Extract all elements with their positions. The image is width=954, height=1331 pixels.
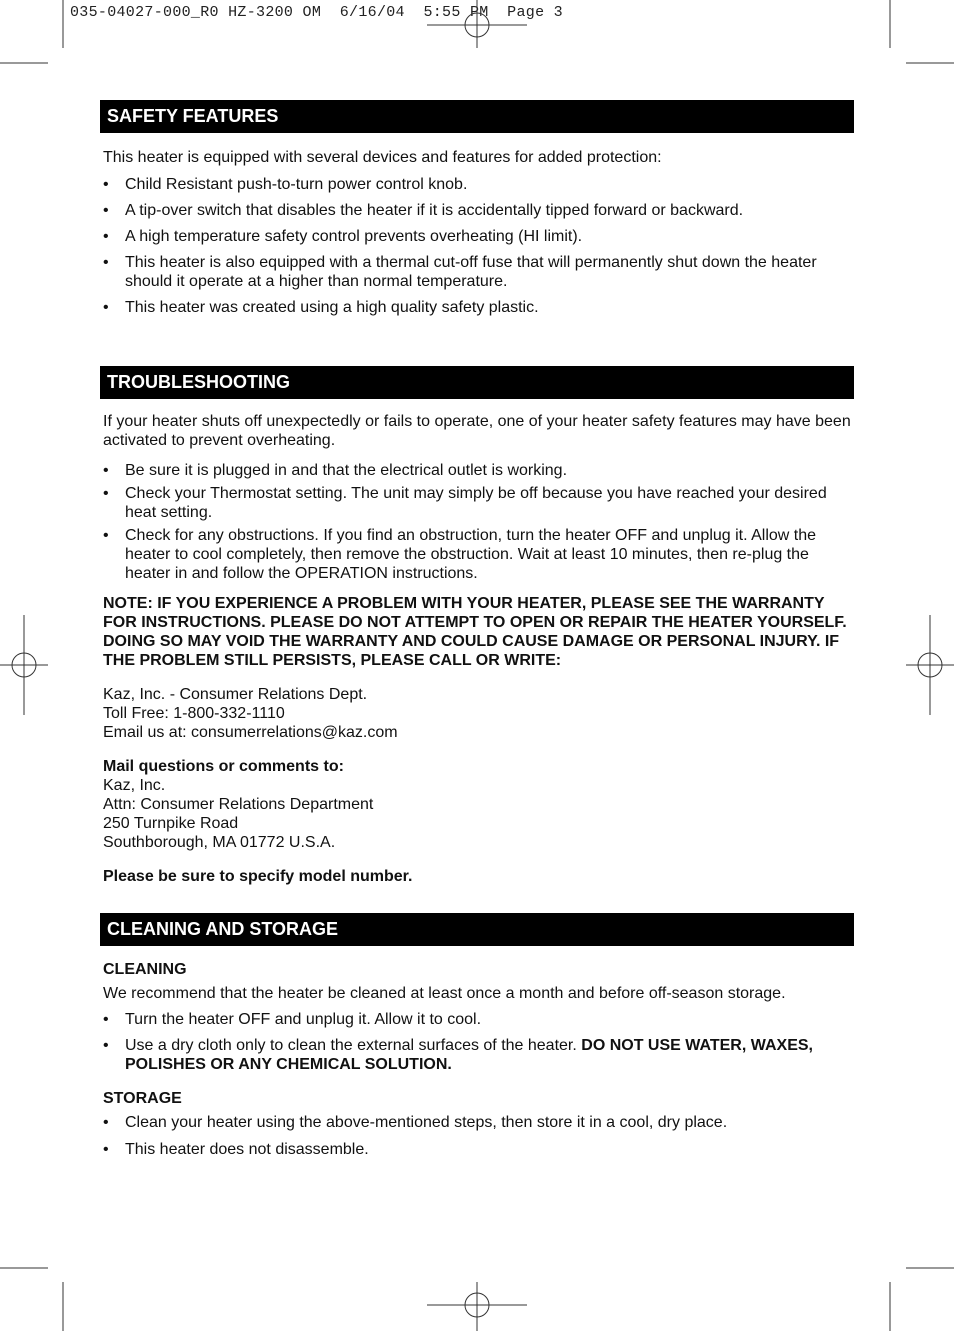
list-item: • A tip-over switch that disables the heater if it is accidentally tipped forward or backward.	[103, 202, 744, 219]
print-slug: 035-04027-000_R0 HZ-3200 OM 6/16/04 5:55 PM Page 3	[70, 4, 563, 21]
model-number-note: Please be sure to specify model number.	[103, 868, 413, 885]
list-item: • A high temperature safety control prevents overheating (HI limit).	[103, 228, 583, 245]
mail-heading: Mail questions or comments to:	[103, 758, 344, 775]
list-item: • Child Resistant push-to-turn power control knob.	[103, 176, 468, 193]
cleaning-heading: CLEANING	[103, 961, 187, 978]
list-item: • Clean your heater using the above-mentioned steps, then store it in a cool, dry place.	[103, 1114, 728, 1131]
list-item: • Check for any obstructions. If you find an obstruction, turn the heater OFF and unplug it. Allow the heater to cool completely, then remove the obstruction. Wait at least 10 minutes, then re-plug the heater in and follow the OPERATION instructions.	[103, 527, 817, 582]
list-item: • This heater is also equipped with a thermal cut-off fuse that will permanently shut down the heater should it operate at a higher than normal temperature.	[103, 254, 817, 290]
troubleshooting-header: TROUBLESHOOTING	[100, 366, 854, 399]
cleaning-storage-header: CLEANING AND STORAGE	[100, 913, 854, 946]
email-address: Email us at: consumerrelations@kaz.com	[103, 724, 398, 741]
address-line: 250 Turnpike Road	[103, 815, 239, 832]
list-item: • Turn the heater OFF and unplug it. Allow it to cool.	[103, 1011, 482, 1028]
contact-block	[100, 685, 854, 742]
warning-note: NOTE: IF YOU EXPERIENCE A PROBLEM WITH YOUR HEATER, PLEASE SEE THE WARRANTY FOR INSTRUCTIONS. PLEASE DO NOT ATTEMPT TO OPEN OR REPAIR THE HEATER YOURSELF. DOING SO MAY VOID THE WARRANTY AND COULD CAUSE DAMAGE OR PERSONAL INJURY. IF THE PROBLEM STILL PERSISTS, PLEASE CALL OR WRITE:	[103, 595, 847, 669]
address-line: Attn: Consumer Relations Department	[103, 796, 374, 813]
storage-heading: STORAGE	[103, 1090, 182, 1107]
contact-line: Kaz, Inc. - Consumer Relations Dept.	[103, 686, 368, 703]
troubleshooting-intro: If your heater shuts off unexpectedly or fails to operate, one of your heater safety features may have been activated to prevent overheating.	[103, 413, 851, 449]
safety-features-header: SAFETY FEATURES	[100, 100, 854, 133]
address-line: Kaz, Inc.	[103, 777, 166, 794]
mail-block	[100, 757, 854, 852]
address-line: Southborough, MA 01772 U.S.A.	[103, 834, 336, 851]
list-item: • Use a dry cloth only to clean the external surfaces of the heater. DO NOT USE WATER, WAXES, POLISHES OR ANY CHEMICAL SOLUTION.	[103, 1037, 813, 1073]
cleaning-intro: We recommend that the heater be cleaned at least once a month and before off-season storage.	[103, 985, 786, 1002]
list-item: • Be sure it is plugged in and that the electrical outlet is working.	[103, 462, 568, 479]
list-item: • Check your Thermostat setting. The unit may simply be off because you have reached your desired heat setting.	[103, 485, 827, 521]
manual-page	[100, 100, 854, 1159]
phone-number: Toll Free: 1-800-332-1110	[103, 705, 285, 722]
list-item: • This heater was created using a high quality safety plastic.	[103, 299, 539, 316]
list-item: • This heater does not disassemble.	[103, 1141, 369, 1158]
safety-intro: This heater is equipped with several devices and features for added protection:	[103, 149, 662, 166]
